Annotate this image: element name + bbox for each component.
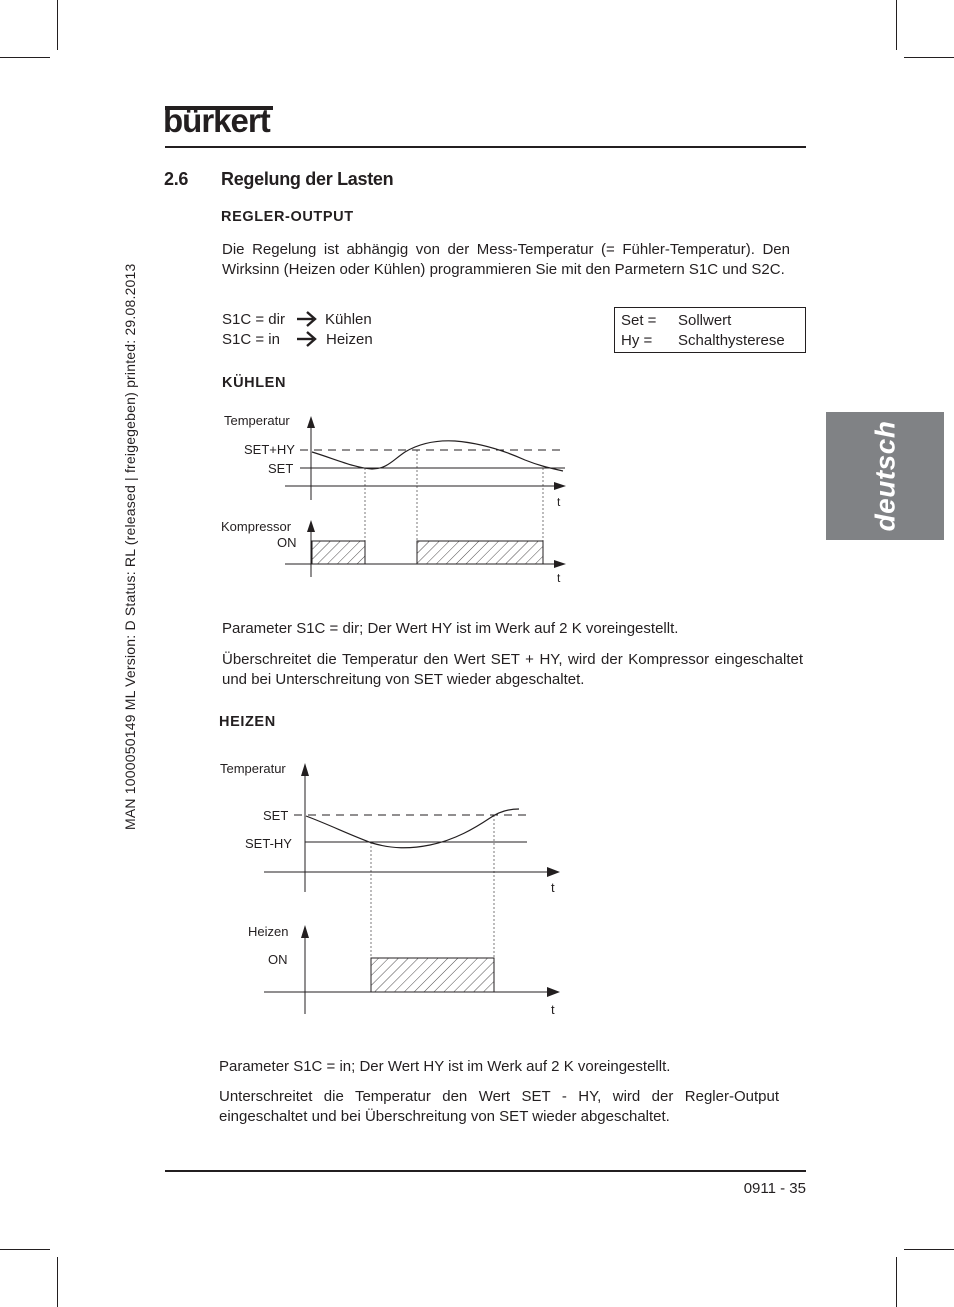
- axis-arrow-icon: [307, 520, 315, 532]
- heizen-y-label: Temperatur: [220, 761, 286, 776]
- kuehlen-temperature-diagram: [285, 416, 566, 541]
- heizen-output-label: Heizen: [248, 924, 289, 939]
- axis-arrow-icon: [547, 867, 560, 877]
- kuehlen-output-time-label: t: [557, 571, 561, 585]
- legend-value: Sollwert: [678, 312, 732, 329]
- mode-line-in-left: S1C = in: [222, 331, 280, 348]
- heizen-text-1: Parameter S1C = in; Der Wert HY ist im Werk auf 2 K voreingestellt.: [219, 1058, 671, 1075]
- page-number: 0911 - 35: [743, 1180, 806, 1197]
- kuehlen-heading: KÜHLEN: [222, 375, 287, 391]
- axis-arrow-icon: [301, 925, 309, 938]
- heizen-on-pulse: [371, 958, 494, 992]
- heizen-time-label: t: [551, 880, 555, 895]
- kuehlen-text-2: Überschreitet die Temperatur den Wert SET + HY, wird der Kompressor eingeschaltet und bei Unterschreitung von SET wieder abgeschaltet.: [222, 651, 803, 688]
- brand-logo: bürkert: [163, 102, 270, 139]
- arrow-right-icon: [297, 332, 315, 346]
- heizen-output-time-label: t: [551, 1002, 555, 1017]
- axis-arrow-icon: [547, 987, 560, 997]
- heizen-lower-level-label: SET-HY: [245, 836, 292, 851]
- axis-arrow-icon: [301, 763, 309, 776]
- kuehlen-temperature-curve: [312, 441, 563, 471]
- kuehlen-on-label: ON: [277, 535, 297, 550]
- legend-key: Hy =: [621, 331, 653, 349]
- kuehlen-on-pulse: [417, 541, 543, 564]
- kuehlen-lower-level-label: SET: [268, 461, 294, 476]
- kuehlen-output-diagram: [285, 520, 566, 577]
- section-number: 2.6: [164, 169, 189, 189]
- section-title: Regelung der Lasten: [221, 169, 394, 189]
- axis-arrow-icon: [554, 482, 566, 490]
- heizen-temperature-diagram: [264, 763, 560, 958]
- axis-arrow-icon: [307, 416, 315, 428]
- kuehlen-output-label: Kompressor: [221, 519, 292, 534]
- regler-output-heading: REGLER-OUTPUT: [221, 209, 354, 225]
- side-document-info: MAN 1000050149 ML Version: D Status: RL (released | freigegeben) printed: 29.08.2013: [122, 263, 138, 830]
- mode-line-dir-left: S1C = dir: [222, 311, 285, 328]
- heizen-upper-level-label: SET: [263, 808, 289, 823]
- regler-output-intro: Die Regelung ist abhängig von der Mess-Temperatur (= Fühler-Temperatur). Den Wirksinn (Heizen oder Kühlen) programmieren Sie mit den Parmetern S1C und S2C.: [222, 241, 790, 278]
- kuehlen-on-pulse: [312, 541, 365, 564]
- kuehlen-upper-level-label: SET+HY: [244, 442, 295, 457]
- heizen-text-2: Unterschreitet die Temperatur den Wert SET - HY, wird der Regler-Output eingeschaltet und bei Überschreitung von SET wieder abgeschaltet.: [219, 1088, 779, 1125]
- arrow-right-icon: [297, 312, 315, 326]
- legend-key: Set =: [621, 312, 657, 329]
- heizen-heading: HEIZEN: [219, 714, 276, 730]
- kuehlen-y-label: Temperatur: [224, 413, 290, 428]
- axis-arrow-icon: [554, 560, 566, 568]
- mode-line-dir-right: Kühlen: [325, 311, 372, 328]
- kuehlen-time-label: t: [557, 495, 561, 509]
- mode-line-in-right: Heizen: [326, 331, 373, 348]
- heizen-on-label: ON: [268, 952, 288, 967]
- legend-value: Schalthysterese: [678, 331, 785, 349]
- heizen-output-diagram: [264, 925, 560, 1014]
- language-tab-label: deutsch: [868, 420, 900, 532]
- kuehlen-text-1: Parameter S1C = dir; Der Wert HY ist im Werk auf 2 K voreingestellt.: [222, 620, 679, 637]
